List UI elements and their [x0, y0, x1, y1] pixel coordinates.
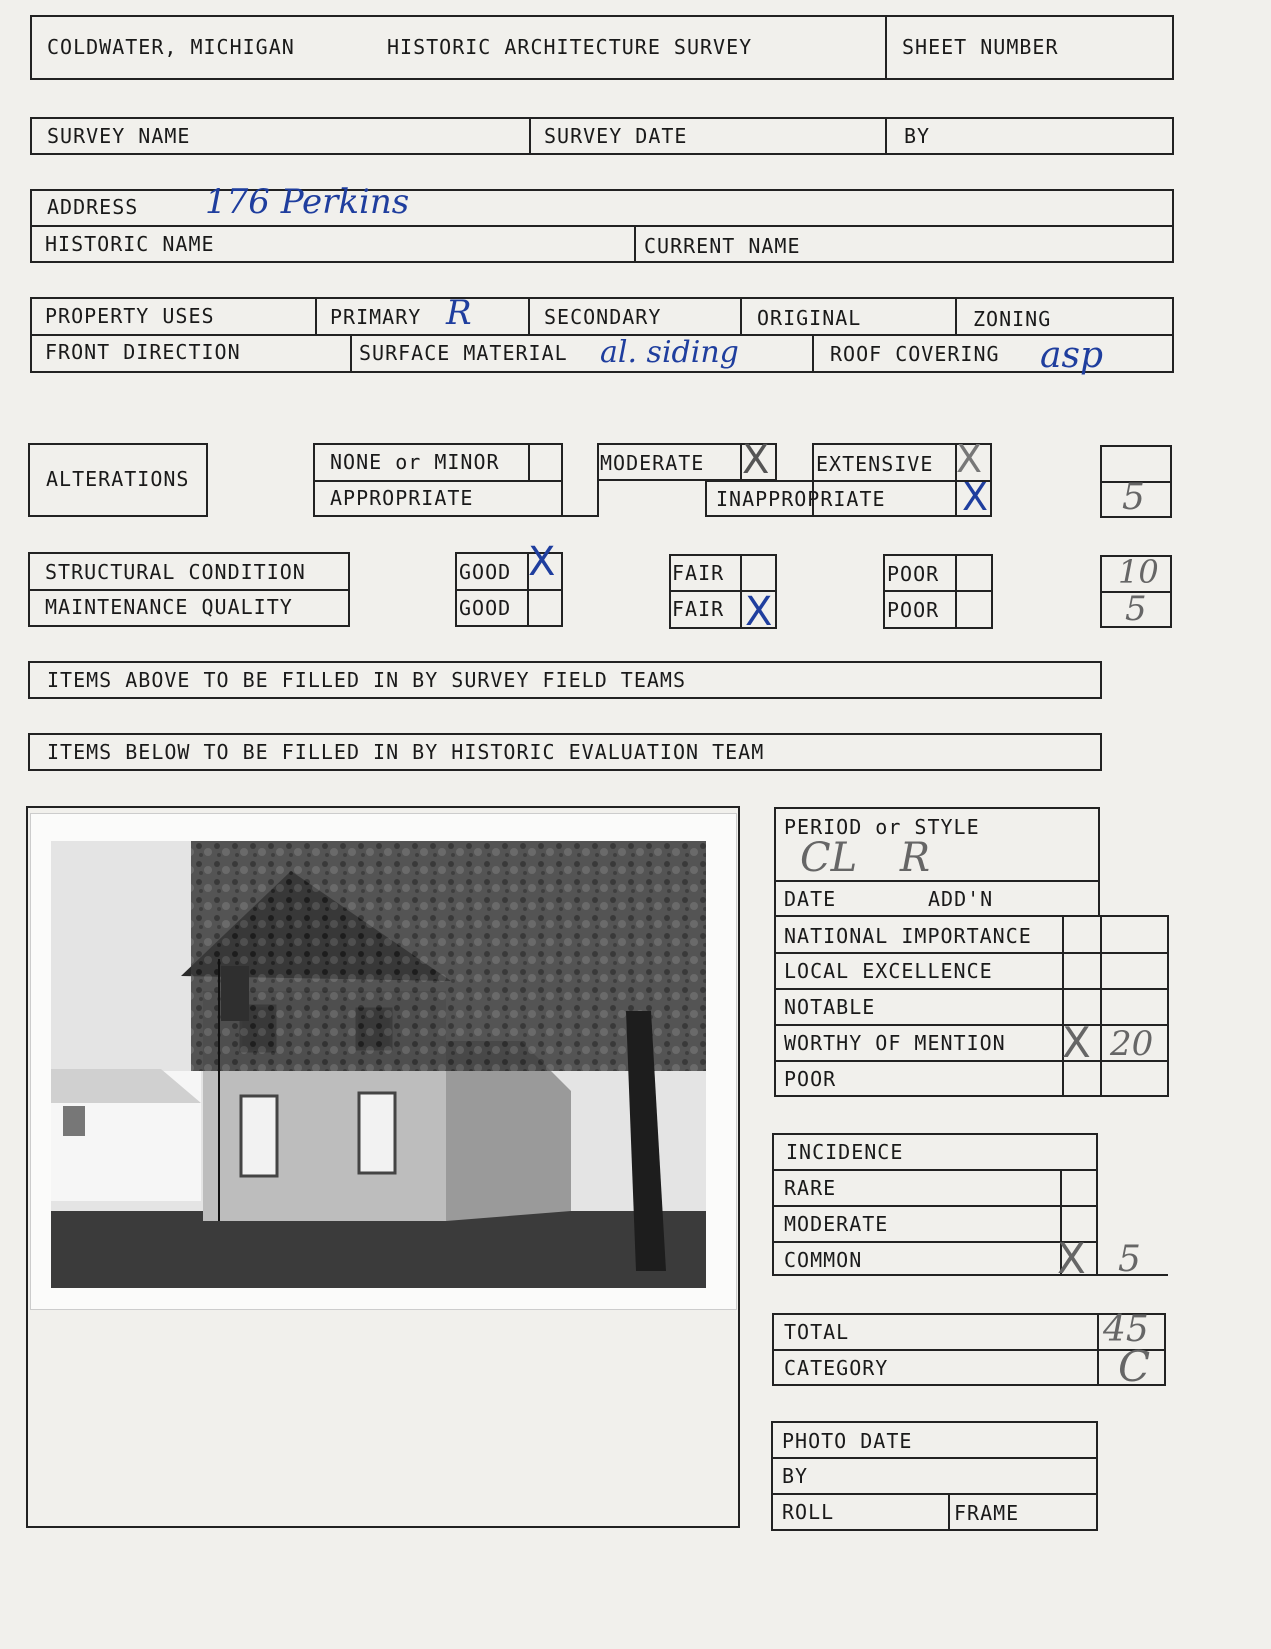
total-value: 45 [1103, 1309, 1149, 1350]
house-photo [51, 841, 706, 1288]
incidence-label: INCIDENCE [786, 1140, 904, 1164]
worthy-check: X [1062, 1018, 1091, 1067]
front-direction-label: FRONT DIRECTION [45, 340, 241, 364]
survey-date-label: SURVEY DATE [544, 124, 688, 148]
roll-label: ROLL [782, 1500, 835, 1524]
period-value: CL R [800, 835, 930, 881]
current-name-label: CURRENT NAME [644, 234, 801, 258]
structural-good-check: X [528, 539, 556, 585]
local-excellence-label: LOCAL EXCELLENCE [784, 959, 993, 983]
appropriate-label: APPROPRIATE [330, 486, 474, 510]
survey-by-label: BY [904, 124, 931, 148]
moderate-check: X [742, 437, 770, 483]
inappropriate-check: X [962, 475, 989, 519]
property-uses-label: PROPERTY USES [45, 304, 215, 328]
sheet-number-label: SHEET NUMBER [902, 35, 1059, 59]
above-note: ITEMS ABOVE TO BE FILLED IN BY SURVEY FIELD TEAMS [47, 668, 687, 692]
structural-fair-label: FAIR [672, 561, 725, 585]
inappropriate-label: INAPPROPRIATE [716, 487, 886, 511]
primary-value: R [446, 293, 472, 333]
alterations-score: 5 [1122, 477, 1145, 518]
maintenance-quality-label: MAINTENANCE QUALITY [45, 595, 293, 619]
address-label: ADDRESS [47, 195, 139, 219]
historic-name-label: HISTORIC NAME [45, 232, 215, 256]
category-label: CATEGORY [784, 1356, 889, 1380]
below-note: ITEMS BELOW TO BE FILLED IN BY HISTORIC EVALUATION TEAM [47, 740, 765, 764]
original-label: ORIGINAL [757, 306, 862, 330]
extensive-label: EXTENSIVE [816, 452, 934, 476]
surface-material-label: SURFACE MATERIAL [359, 341, 568, 365]
maintenance-fair-label: FAIR [672, 597, 725, 621]
moderate-incidence-label: MODERATE [784, 1212, 889, 1236]
moderate-label: MODERATE [600, 451, 705, 475]
maintenance-fair-check: X [745, 589, 773, 635]
city-label: COLDWATER, MICHIGAN [47, 35, 295, 59]
common-check: X [1057, 1234, 1086, 1283]
maintenance-good-label: GOOD [459, 596, 512, 620]
maintenance-poor-label: POOR [887, 598, 940, 622]
alterations-label: ALTERATIONS [46, 467, 190, 491]
zoning-label: ZONING [973, 307, 1052, 331]
structural-poor-label: POOR [887, 562, 940, 586]
photo-by-label: BY [782, 1464, 809, 1488]
photo-date-label: PHOTO DATE [782, 1429, 913, 1453]
address-value: 176 Perkins [205, 182, 410, 222]
ground [51, 1211, 706, 1288]
structural-score: 10 [1118, 553, 1159, 591]
period-label: PERIOD or STYLE [784, 815, 980, 839]
notable-label: NOTABLE [784, 995, 876, 1019]
surface-material-value: al. siding [600, 335, 739, 370]
primary-label: PRIMARY [330, 305, 422, 329]
secondary-label: SECONDARY [544, 305, 662, 329]
none-minor-label: NONE or MINOR [330, 450, 500, 474]
worthy-score: 20 [1110, 1024, 1154, 1064]
flag [221, 966, 249, 1021]
frame-label: FRAME [954, 1501, 1020, 1525]
survey-name-label: SURVEY NAME [47, 124, 191, 148]
structural-good-label: GOOD [459, 560, 512, 584]
rare-label: RARE [784, 1176, 837, 1200]
maintenance-score: 5 [1125, 589, 1147, 629]
date-label: DATE [784, 887, 837, 911]
poor-rating-label: POOR [784, 1067, 837, 1091]
survey-title: HISTORIC ARCHITECTURE SURVEY [387, 35, 753, 59]
structural-condition-label: STRUCTURAL CONDITION [45, 560, 306, 584]
worthy-of-mention-label: WORTHY OF MENTION [784, 1031, 1006, 1055]
extensive-check: X [956, 437, 983, 481]
common-label: COMMON [784, 1248, 863, 1272]
category-value: C [1118, 1342, 1151, 1391]
roof-covering-label: ROOF COVERING [830, 342, 1000, 366]
roof-covering-value: asp [1040, 335, 1103, 376]
national-importance-label: NATIONAL IMPORTANCE [784, 924, 1032, 948]
common-score: 5 [1118, 1239, 1141, 1280]
addn-label: ADD'N [928, 887, 994, 911]
total-label: TOTAL [784, 1320, 850, 1344]
